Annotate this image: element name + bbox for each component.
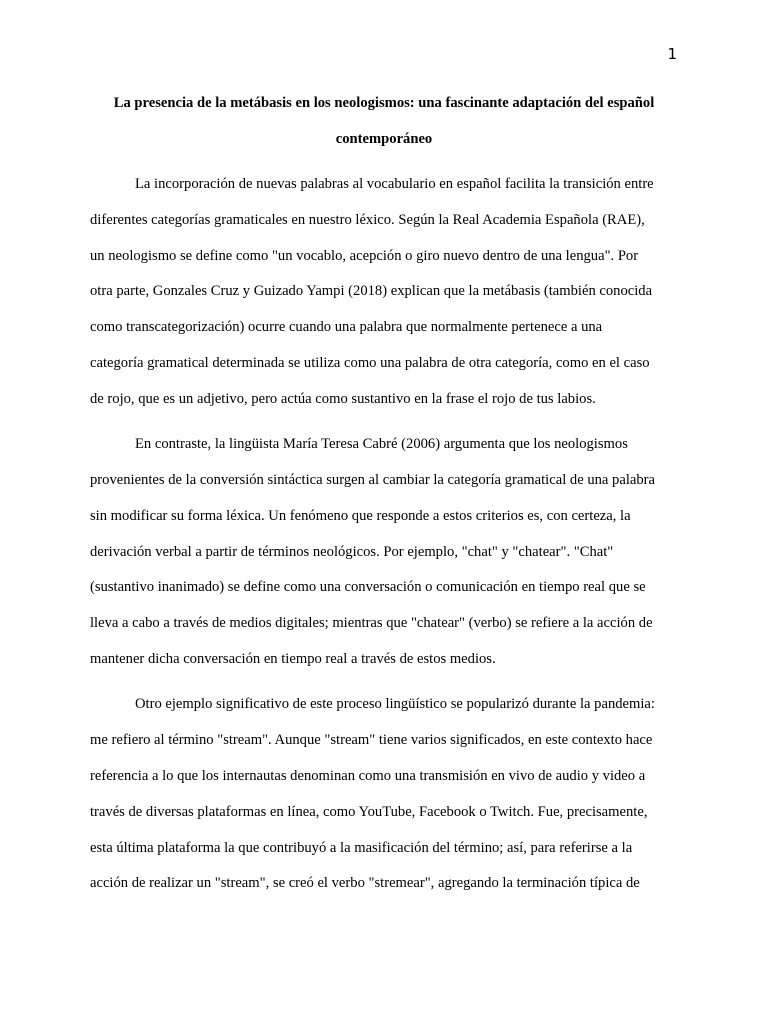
text-line: categoría gramatical determinada se utiliza como una palabra de otra categoría, como en el caso (90, 354, 650, 371)
page-number: 1 (667, 45, 677, 63)
text-line: mantener dicha conversación en tiempo real a través de estos medios. (90, 650, 496, 667)
paragraph-1 (90, 167, 678, 418)
text-line: me refiero al término "stream". Aunque "stream" tiene varios significados, en este contexto hace (90, 732, 653, 749)
text-line: acción de realizar un "stream", se creó el verbo "stremear", agregando la terminación típica de (90, 875, 640, 892)
document-body (90, 167, 678, 902)
text-line: La incorporación de nuevas palabras al vocabulario en español facilita la transición entre (135, 176, 654, 192)
text-line: un neologismo se define como "un vocablo, acepción o giro nuevo dentro de una lengua". Por (90, 247, 639, 264)
text-line: como transcategorización) ocurre cuando una palabra que normalmente pertenece a una (90, 319, 603, 336)
text-line: (sustantivo inanimado) se define como una conversación o comunicación en tiempo real que se (90, 579, 646, 596)
text-line: referencia a lo que los internautas denominan como una transmisión en vivo de audio y video a (90, 767, 646, 784)
text-line: través de diversas plataformas en línea, como YouTube, Facebook o Twitch. Fue, precisamente, (90, 803, 648, 820)
text-line: sin modificar su forma léxica. Un fenómeno que responde a estos criterios es, con certeza, la (90, 507, 631, 524)
text-line: derivación verbal a partir de términos neológicos. Por ejemplo, "chat" y "chatear". "Chat" (90, 543, 614, 560)
text-line: provenientes de la conversión sintáctica surgen al cambiar la categoría gramatical de una palabra (90, 471, 655, 488)
document-title (90, 86, 678, 158)
text-line: Otro ejemplo significativo de este proceso lingüístico se popularizó durante la pandemia: (135, 696, 655, 713)
title-line: La presencia de la metábasis en los neologismos: una fascinante adaptación del español (113, 95, 655, 111)
text-line: esta última plataforma la que contribuyó a la masificación del término; así, para referirse a la (90, 839, 633, 856)
text-line: de rojo, que es un adjetivo, pero actúa como sustantivo en la frase el rojo de tus labios. (90, 390, 596, 407)
text-line: diferentes categorías gramaticales en nuestro léxico. Según la Real Academia Española (RAE), (90, 211, 645, 228)
text-line: lleva a cabo a través de medios digitales; mientras que "chatear" (verbo) se refiere a la acción de (90, 615, 653, 632)
paragraph-3 (90, 687, 678, 902)
title-line: contemporáneo (335, 130, 433, 147)
paragraph-2 (90, 427, 678, 678)
text-line: En contraste, la lingüista María Teresa Cabré (2006) argumenta que los neologismos (135, 436, 628, 453)
text-line: otra parte, Gonzales Cruz y Guizado Yampi (2018) explican que la metábasis (también conocida (90, 283, 653, 300)
